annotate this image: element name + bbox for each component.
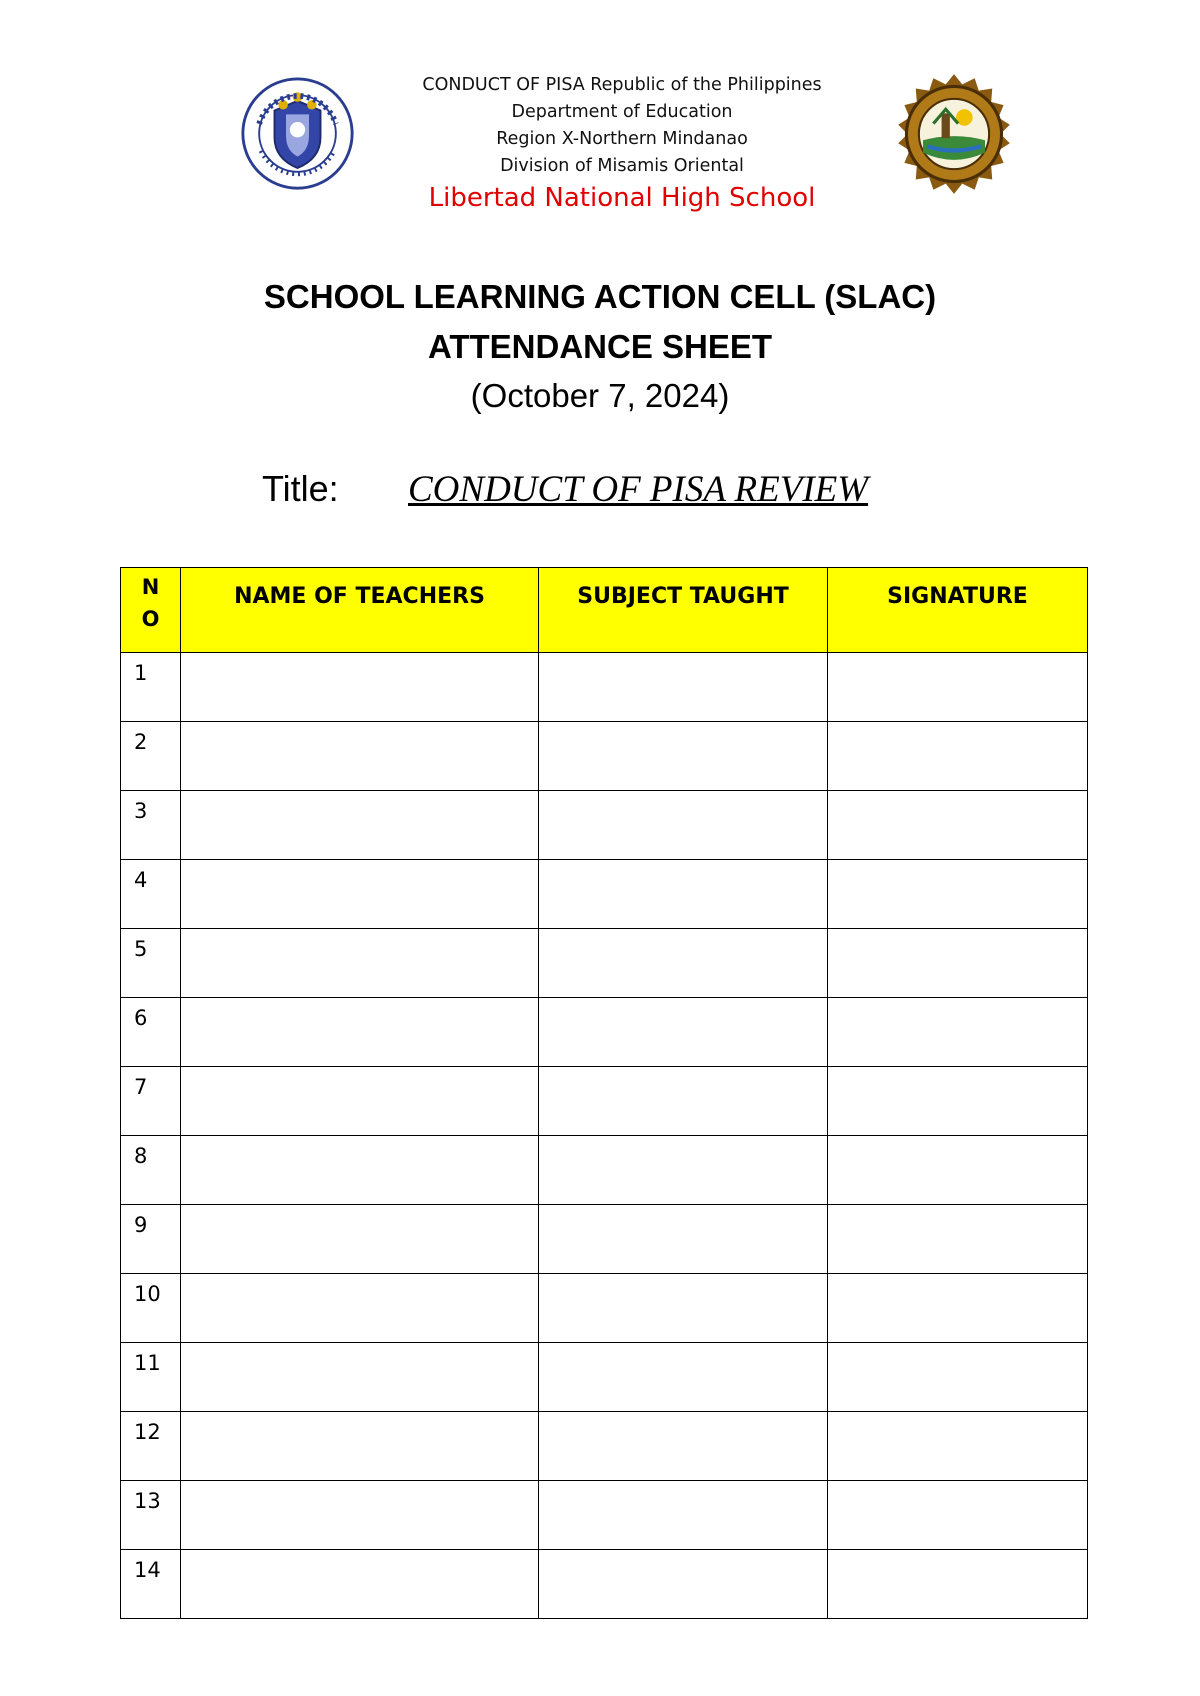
table-row (121, 1067, 1088, 1136)
header-no-line-2: O (141, 607, 160, 631)
header-line-1: CONDUCT OF PISA Republic of the Philippines (422, 75, 822, 95)
row-number: 13 (121, 1481, 181, 1550)
signature-cell[interactable] (828, 1343, 1088, 1412)
table-row (121, 1412, 1088, 1481)
subject-cell[interactable] (539, 1550, 828, 1619)
deped-seal-logo (240, 76, 355, 191)
signature-cell[interactable] (828, 722, 1088, 791)
row-number: 1 (121, 653, 181, 722)
header-subject-taught: SUBJECT TAUGHT (539, 568, 828, 653)
signature-cell[interactable] (828, 1550, 1088, 1619)
signature-cell[interactable] (828, 1481, 1088, 1550)
school-seal-logo (892, 72, 1016, 196)
signature-cell[interactable] (828, 1412, 1088, 1481)
row-number: 11 (121, 1343, 181, 1412)
subject-cell[interactable] (539, 998, 828, 1067)
row-number: 2 (121, 722, 181, 791)
school-name: Libertad National High School (428, 183, 816, 213)
document-date: (October 7, 2024) (470, 377, 730, 414)
header-no-line-1: N (141, 575, 160, 599)
letterhead-text (360, 72, 884, 215)
row-number: 6 (121, 998, 181, 1067)
name-cell[interactable] (181, 1412, 539, 1481)
document-title-line-2: ATTENDANCE SHEET (427, 328, 773, 365)
name-cell[interactable] (181, 1205, 539, 1274)
name-cell[interactable] (181, 998, 539, 1067)
row-number: 8 (121, 1136, 181, 1205)
table-header-row (121, 568, 1088, 653)
signature-cell[interactable] (828, 929, 1088, 998)
subject-cell[interactable] (539, 722, 828, 791)
table-row (121, 791, 1088, 860)
name-cell[interactable] (181, 929, 539, 998)
signature-cell[interactable] (828, 1205, 1088, 1274)
signature-cell[interactable] (828, 1067, 1088, 1136)
signature-cell[interactable] (828, 1136, 1088, 1205)
row-number: 14 (121, 1550, 181, 1619)
attendance-table (120, 567, 1088, 1619)
session-title-label: Title: (262, 468, 339, 509)
row-number: 12 (121, 1412, 181, 1481)
signature-cell[interactable] (828, 791, 1088, 860)
subject-cell[interactable] (539, 860, 828, 929)
document-title-block (0, 272, 1200, 420)
subject-cell[interactable] (539, 1481, 828, 1550)
header-no (121, 568, 181, 653)
header-name-of-teachers: NAME OF TEACHERS (181, 568, 539, 653)
subject-cell[interactable] (539, 653, 828, 722)
name-cell[interactable] (181, 653, 539, 722)
name-cell[interactable] (181, 1343, 539, 1412)
name-cell[interactable] (181, 1481, 539, 1550)
table-row (121, 1136, 1088, 1205)
subject-cell[interactable] (539, 1205, 828, 1274)
table-row (121, 998, 1088, 1067)
table-row (121, 1274, 1088, 1343)
table-row (121, 860, 1088, 929)
table-row (121, 1481, 1088, 1550)
header-line-3: Region X-Northern Mindanao (496, 129, 748, 149)
subject-cell[interactable] (539, 929, 828, 998)
name-cell[interactable] (181, 791, 539, 860)
subject-cell[interactable] (539, 1274, 828, 1343)
name-cell[interactable] (181, 1136, 539, 1205)
table-row (121, 1205, 1088, 1274)
signature-cell[interactable] (828, 653, 1088, 722)
row-number: 4 (121, 860, 181, 929)
name-cell[interactable] (181, 1274, 539, 1343)
row-number: 9 (121, 1205, 181, 1274)
row-number: 5 (121, 929, 181, 998)
row-number: 3 (121, 791, 181, 860)
letterhead (0, 70, 1200, 220)
document-title-line-1: SCHOOL LEARNING ACTION CELL (SLAC) (263, 278, 937, 315)
header-line-4: Division of Misamis Oriental (500, 156, 744, 176)
table-row (121, 722, 1088, 791)
name-cell[interactable] (181, 860, 539, 929)
row-number: 10 (121, 1274, 181, 1343)
name-cell[interactable] (181, 1550, 539, 1619)
table-row (121, 929, 1088, 998)
table-row (121, 1550, 1088, 1619)
table-row (121, 1343, 1088, 1412)
subject-cell[interactable] (539, 791, 828, 860)
signature-cell[interactable] (828, 860, 1088, 929)
name-cell[interactable] (181, 1067, 539, 1136)
header-line-2: Department of Education (511, 102, 733, 122)
signature-cell[interactable] (828, 998, 1088, 1067)
subject-cell[interactable] (539, 1067, 828, 1136)
session-title-value: CONDUCT OF PISA REVIEW (408, 469, 869, 510)
name-cell[interactable] (181, 722, 539, 791)
signature-cell[interactable] (828, 1274, 1088, 1343)
subject-cell[interactable] (539, 1136, 828, 1205)
subject-cell[interactable] (539, 1412, 828, 1481)
header-signature: SIGNATURE (828, 568, 1088, 653)
table-row (121, 653, 1088, 722)
subject-cell[interactable] (539, 1343, 828, 1412)
row-number: 7 (121, 1067, 181, 1136)
